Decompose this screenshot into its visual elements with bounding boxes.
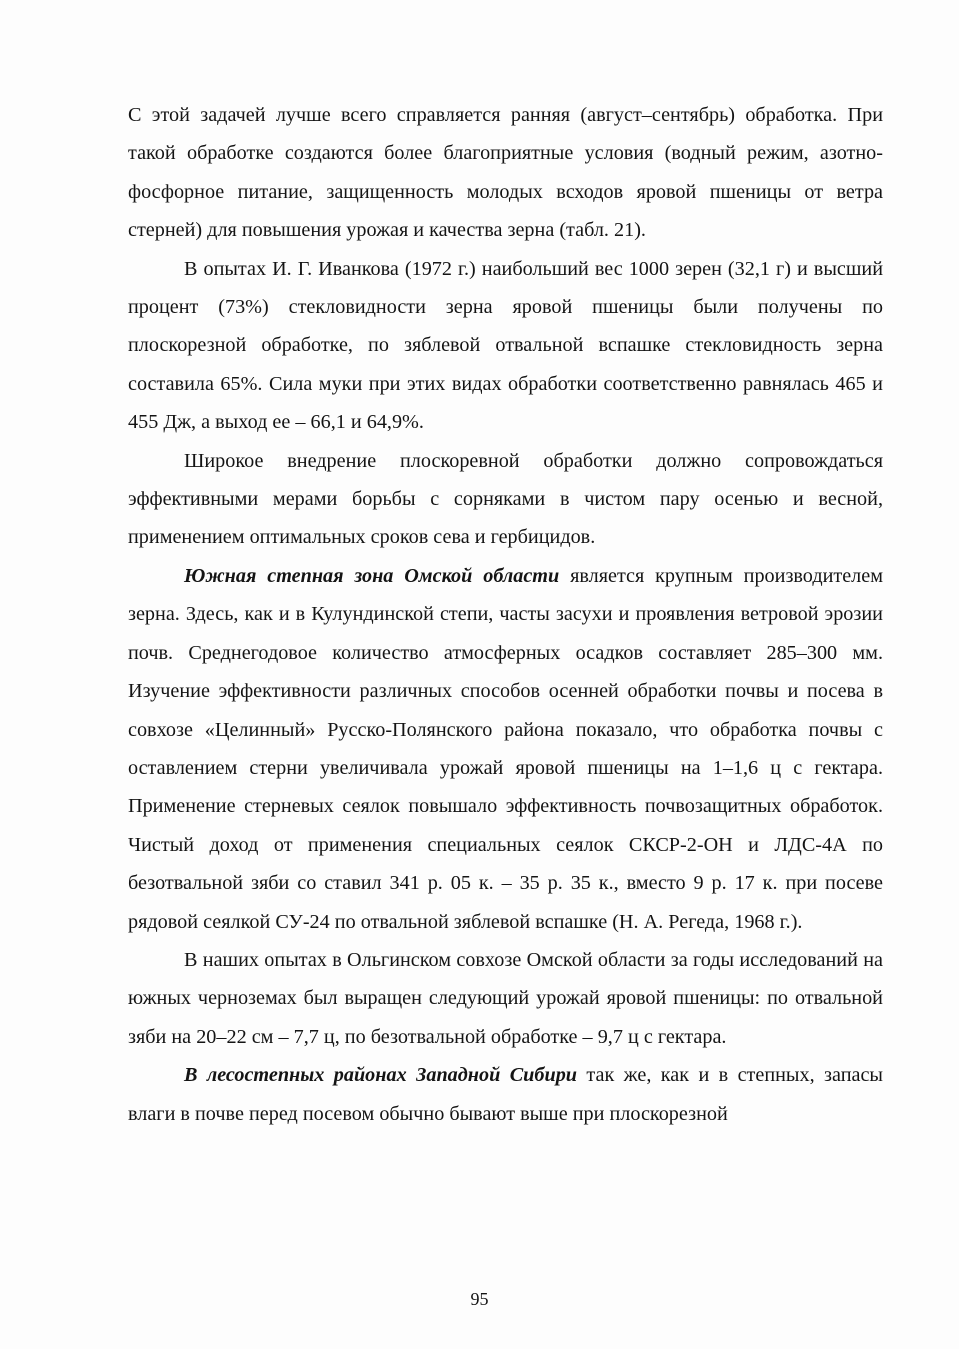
paragraph-3: [128, 442, 883, 557]
paragraph-4-emphasis: Южная степная зона Омской области: [184, 564, 560, 587]
paragraph-1: [128, 96, 883, 250]
paragraph-4-text: является крупным производителем зерна. Здесь, как и в Кулундинской степи, часты засухи и проявления ветровой эрозии почв. Среднегодовое количество атмосферных осадков составляет 285–300 мм. Изучение эффективности различных способов осенней обработки почвы и посева в совхозе «Целинный» Русско-Полянского района показало, что обработка почвы с оставлением стерни увеличивала урожай яровой пшеницы на 1–1,6 ц с гектара. Применение стерневых сеялок повышало эффективность почвозащитных обработок. Чистый доход от применения специальных сеялок СКСР-2-ОН и ЛДС-4А по безотвальной зяби со ставил 341 р. 05 к. – 35 р. 35 к., вместо 9 р. 17 к. при посеве рядовой сеялкой СУ-24 по отвальной зяблевой вспашке (Н. А. Регеда, 1968 г.).: [128, 564, 883, 933]
paragraph-1-text: С этой задачей лучше всего справляется ранняя (август–сентябрь) обработка. При такой обработке создаются более благоприятные условия (водный режим, азотно-фосфорное питание, защищенность молодых всходов яровой пшеницы от ветра стерней) для повышения урожая и качества зерна (табл. 21).: [128, 104, 883, 242]
paragraph-5-text: В наших опытах в Ольгинском совхозе Омской области за годы исследований на южных черноземах был выращен следующий урожай яровой пшеницы: по отвальной зяби на 20–22 см – 7,7 ц, по безотвальной обработке – 9,7 ц с гектара.: [128, 948, 883, 1048]
paragraph-2-text: В опытах И. Г. Иванкова (1972 г.) наибольший вес 1000 зерен (32,1 г) и высший процент (73%) стекловидности зерна яровой пшеницы были получены по плоскорезной обработке, по зяблевой отвальной вспашке стекловидность зерна составила 65%. Сила муки при этих видах обработки соответственно равнялась 465 и 455 Дж, а выход ее – 66,1 и 64,9%.: [128, 257, 883, 434]
paragraph-6-emphasis: В лесостепных районах Западной Сибири: [184, 1064, 578, 1087]
paragraph-4: [128, 557, 883, 941]
body-text: [128, 96, 883, 1133]
paragraph-5: [128, 941, 883, 1056]
paragraph-3-text: Широкое внедрение плоскоревной обработки должно сопровождаться эффективными мерами борьбы с сорняками в чистом пару осенью и весной, применением оптимальных сроков сева и гербицидов.: [128, 449, 883, 549]
paragraph-6: [128, 1056, 883, 1133]
paragraph-2: [128, 250, 883, 442]
paragraph-6-text: так же, как и в степных, запасы влаги в почве перед посевом обычно бывают выше при плоскорезной: [128, 1064, 883, 1125]
page-number: 95: [470, 1289, 489, 1309]
